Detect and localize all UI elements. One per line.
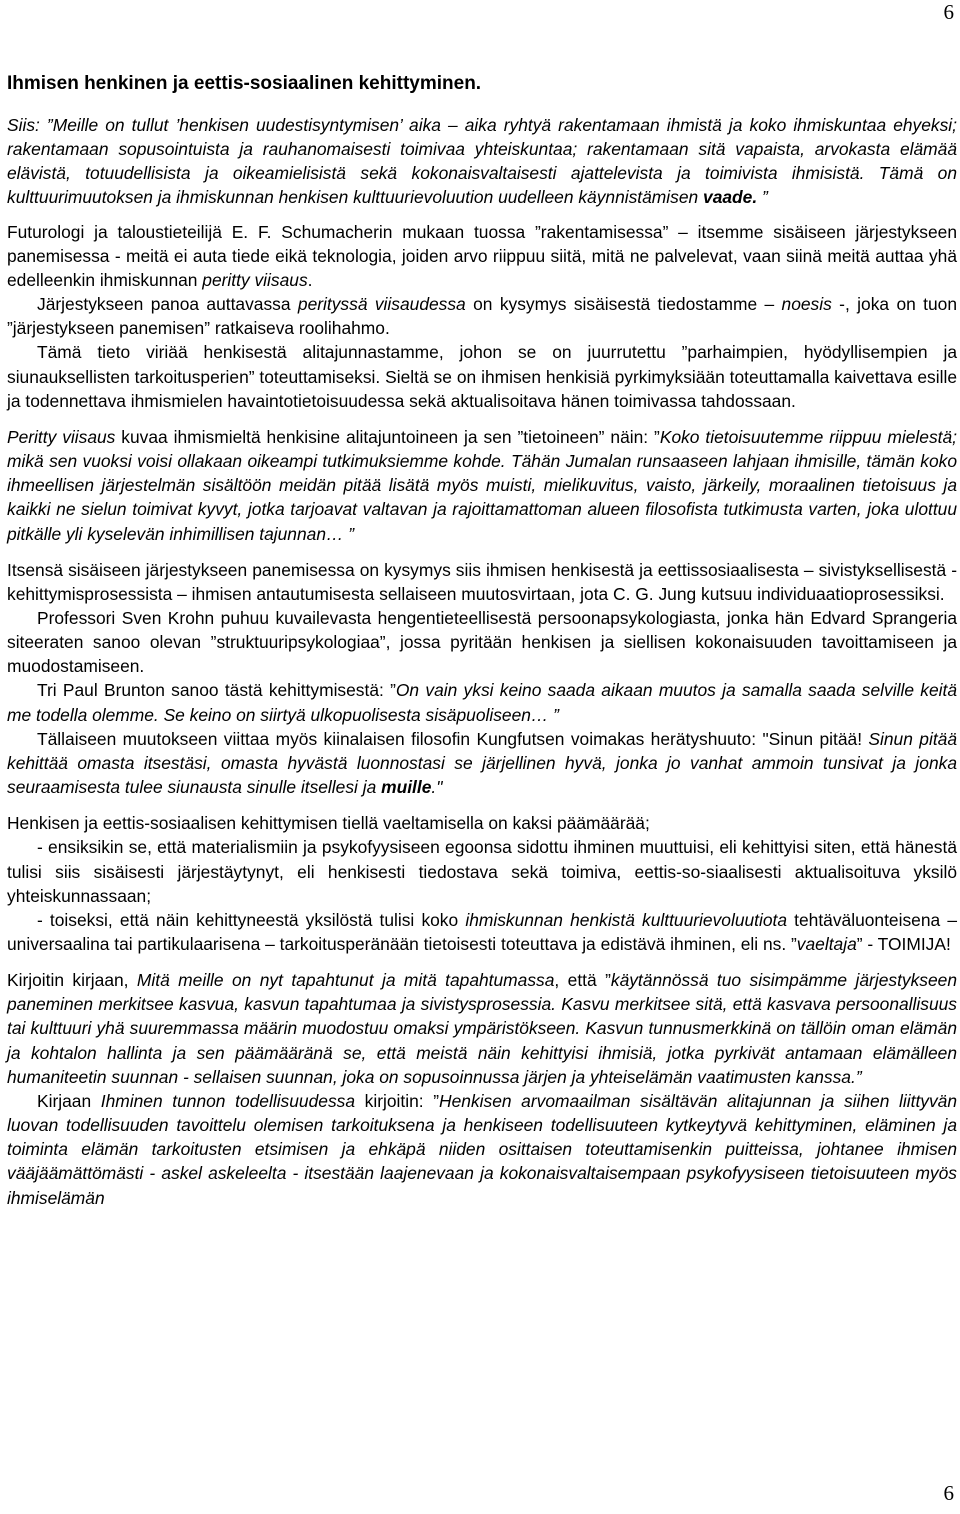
italic-text: ihmiskunnan henkistä kulttuurievoluutiota bbox=[465, 909, 788, 930]
paragraph-toiseksi bbox=[7, 908, 957, 956]
paragraph-itsensa: Itsensä sisäiseen järjestykseen panemisessa on kysymys siis ihmisen henkisestä ja eettissosiaalisesta – sivistyksellisestä - kehittymisprosessista – ihmisen antautumisesta sellaiseen muutosvirtaan, jota C. G. Jung kutsuu individuaatioprosessiksi. bbox=[7, 559, 957, 604]
quote-close: ” bbox=[343, 523, 355, 544]
paragraph-krohn: Professori Sven Krohn puhuu kuvailevasta hengentieteellisestä persoonapsykologiasta, jonka hän Edvard Sprangeria siteeraten sanoo olevan ”struktuuripsykologiaa”, jossa pyritään henkisen ja siellisen kokonaisuuden tavoittamiseen ja muodostamiseen. bbox=[7, 607, 957, 677]
paragraph-brunton bbox=[7, 678, 957, 726]
paragraph-kaksi-paamaaraa: Henkisen ja eettis-sosiaalisen kehittymisen tiellä vaeltamisella on kaksi päämäärää; bbox=[7, 813, 650, 834]
italic-quote: Koko tietoisuutemme riippuu mielestä; mikä sen vuoksi voisi ollakaan oikeampi tutkimuksiemme kohde. Tähän Jumalan runsaaseen lahjaan ihmisille, tämän koko ihmeellisen järjestelmän sisältöön meidän pitää lisätä myös muisti, mielikuvitus, vaisto, järkeily, moraalinen tietoisuus ja kaikki ne sielun toimivat kyvyt, jotka tarjoavat valtavan ja rajoittamattoman alueen filosofista tutkimusta varten, joka ulottuu pitkälle yli kyselevän inhimillisen tajunnan… bbox=[7, 426, 957, 544]
italic-quote: On vain yksi keino saada aikaan muutos ja samalla saada selville keitä me todella olemme. Se keino on siirtyä ulkopuolisesta sisäpuoliseen… bbox=[7, 680, 957, 725]
text: Tri Paul Brunton sanoo tästä kehittymisestä: ” bbox=[37, 680, 396, 701]
text: -, joka on tuon ”järjestykseen panemisen” ratkaiseva roolihahmo. bbox=[7, 294, 957, 339]
text: ” - TOIMIJA! bbox=[856, 934, 951, 954]
paragraph-kirjoitin bbox=[7, 968, 957, 1089]
italic-quote: käytännössä tuo sisimpämme järjestykseen paneminen merkitsee kasvua, kasvun tapahtumaa ja sivistysprosessia. Kasvu merkitsee sitä, että kasvava persoonallisuus tai kulttuuri yhä suuremmassa määrin muodostuu omaksi ympäristökseen. Kasvun tunnusmerkkinä on tällöin oman elämän ja kohtalon hallinta ja sen päämääränä se, että meistä näin kehittyisi ihmisiä, jotka pyrkivät antamaan elämälleen humaniteetin suunnan - sellaisen suunnan, joka on sopusoinnussa järjen ja yhteiselämän vaatimusten kanssa. bbox=[7, 970, 958, 1087]
text: tehtäväluonteisena – universaalina tai partikulaarisena – tarkoitusperänään tietoisesti toteuttava ja edistävä ihminen, eli ns. ” bbox=[7, 909, 957, 954]
quote-close: ” bbox=[757, 187, 768, 208]
italic-text: Peritty viisaus bbox=[7, 426, 116, 447]
paragraph-kirjaan bbox=[7, 1089, 957, 1210]
text: . bbox=[307, 269, 313, 290]
italic-text: vaeltaja bbox=[796, 934, 857, 954]
italic-text: noesis bbox=[781, 294, 832, 315]
book-title: Mitä meille on nyt tapahtunut ja mitä tapahtumassa bbox=[136, 970, 555, 991]
paragraph-futurologi bbox=[7, 220, 957, 292]
quote-close: ” bbox=[855, 1066, 862, 1087]
paragraph-jarjestykseen bbox=[7, 292, 957, 340]
text: on kysymys sisäisestä tiedostamme – bbox=[465, 294, 782, 315]
page-number-top: 6 bbox=[943, 0, 954, 24]
paragraph-peritty-viisaus bbox=[7, 425, 957, 546]
paragraph-siis bbox=[7, 113, 957, 210]
page-title: Ihmisen henkinen ja eettis-sosiaalinen kehittyminen. bbox=[7, 73, 482, 94]
italic-text: peritty viisaus bbox=[202, 269, 308, 290]
text: kuvaa ihmismieltä henkisine alitajuntoineen ja sen ”tietoineen” näin: ” bbox=[115, 426, 660, 447]
text: Kirjoitin kirjaan, bbox=[7, 970, 137, 991]
quote-close: ” bbox=[548, 704, 559, 725]
text: Kirjaan bbox=[37, 1090, 101, 1111]
italic-quote: Henkisen arvomaailman sisältävän alitajunnan ja siihen liittyvän luovan todellisuuden tavoittelu olemisen tarkoituksena ja henkiseen todellisuuteen kytkeytyvä kehittyminen, eläminen ja toiminta elämän tarkoitusten etsimisen ja ehkäpä niiden osittaisen toteuttamisenkin puitteissa, johtanee ihmisen vääjäämättömästi - askel askeleelta - itsestään laajenevaan ja kokonaisvaltaisempaan psykofyysiseen tietoisuuteen myös ihmiselämän bbox=[7, 1090, 958, 1208]
document-body bbox=[7, 71, 957, 1210]
paragraph-ensiksikin: - ensiksikin se, että materialismiin ja psykofyysiseen egoonsa sidottu ihminen muuttuisi, eli kehittyisi siten, että hänestä tulisi siis sisäisesti järjestäytynyt, eli henkisesti tiedostava sekä toimiva, eettis-so-siaalisesti aktualisoituva yksilö yhteiskunnassaan; bbox=[7, 837, 957, 906]
text: - toiseksi, että näin kehittyneestä yksilöstä tulisi koko bbox=[37, 909, 466, 930]
paragraph-kungfutse bbox=[7, 727, 957, 799]
text: Futurologi ja taloustieteilijä E. F. Schumacherin mukaan tuossa ”rakentamisessa” – itsemme sisäiseen järjestykseen panemisessa - meitä ei auta tiede eikä teknologia, joiden arvo riippuu siitä, mitä ne palvelevat, vaan siinä meitä auttaa yhä edelleenkin ihmiskunnan bbox=[7, 221, 957, 290]
italic-quote: Sinun pitää kehittää omasta itsestäsi, omasta hyvästä luonnostasi se järjellinen hyvä, jonka jo vanhat ammoin tunsivat ja jonka seuraamisesta tulee siunausta sinulle itsellesi ja bbox=[7, 728, 957, 798]
quote-close: ." bbox=[431, 777, 443, 798]
text: kirjoitin: ” bbox=[355, 1090, 440, 1111]
page-number-bottom: 6 bbox=[943, 1481, 954, 1505]
italic-text: perityssä viisaudessa bbox=[297, 294, 466, 315]
emphasis-vaade: vaade. bbox=[703, 187, 758, 208]
emphasis-muille: muille bbox=[381, 777, 432, 798]
text: , että ” bbox=[554, 970, 611, 991]
text: Järjestykseen panoa auttavassa bbox=[37, 294, 298, 315]
book-title: Ihminen tunnon todellisuudessa bbox=[100, 1090, 356, 1111]
paragraph-tama-tieto: Tämä tieto viriää henkisestä alitajunnastamme, johon se on juurrutettu ”parhaimpien, hyödyllisempien ja siunauksellisten tarkoitusperien” toteuttamiseksi. Sieltä se on ihmisen henkisiä pyrkimyksiään toteuttamalla kaivettava esille ja todennettava ihmismielen havaintotietoisuudessa sekä aktualisoitava hänen toimivassa tahdossaan. bbox=[7, 342, 957, 411]
quote-text: Siis: ”Meille on tullut ’henkisen uudestisyntymisen’ aika – aika ryhtyä rakentamaan ihmistä ja koko ihmiskuntaa ehyeksi; rakentamaan sopusointuista ja rauhanomaisesti toimivaa yhteiskuntaa; rakentamaan sitä vapaista, arvokasta elämää elävistä, totuudellisista ja oikeamielisistä sekä kokonaisvaltaisesti ajattelevista ja toimivista ihmisistä. Tämä on kulttuurimuutoksen ja ihmiskunnan henkisen kulttuurievoluution uudelleen käynnistämisen bbox=[7, 115, 957, 208]
text: Tällaiseen muutokseen viittaa myös kiinalaisen filosofin Kungfutsen voimakas herätyshuuto: "Sinun pitää! bbox=[37, 728, 869, 749]
